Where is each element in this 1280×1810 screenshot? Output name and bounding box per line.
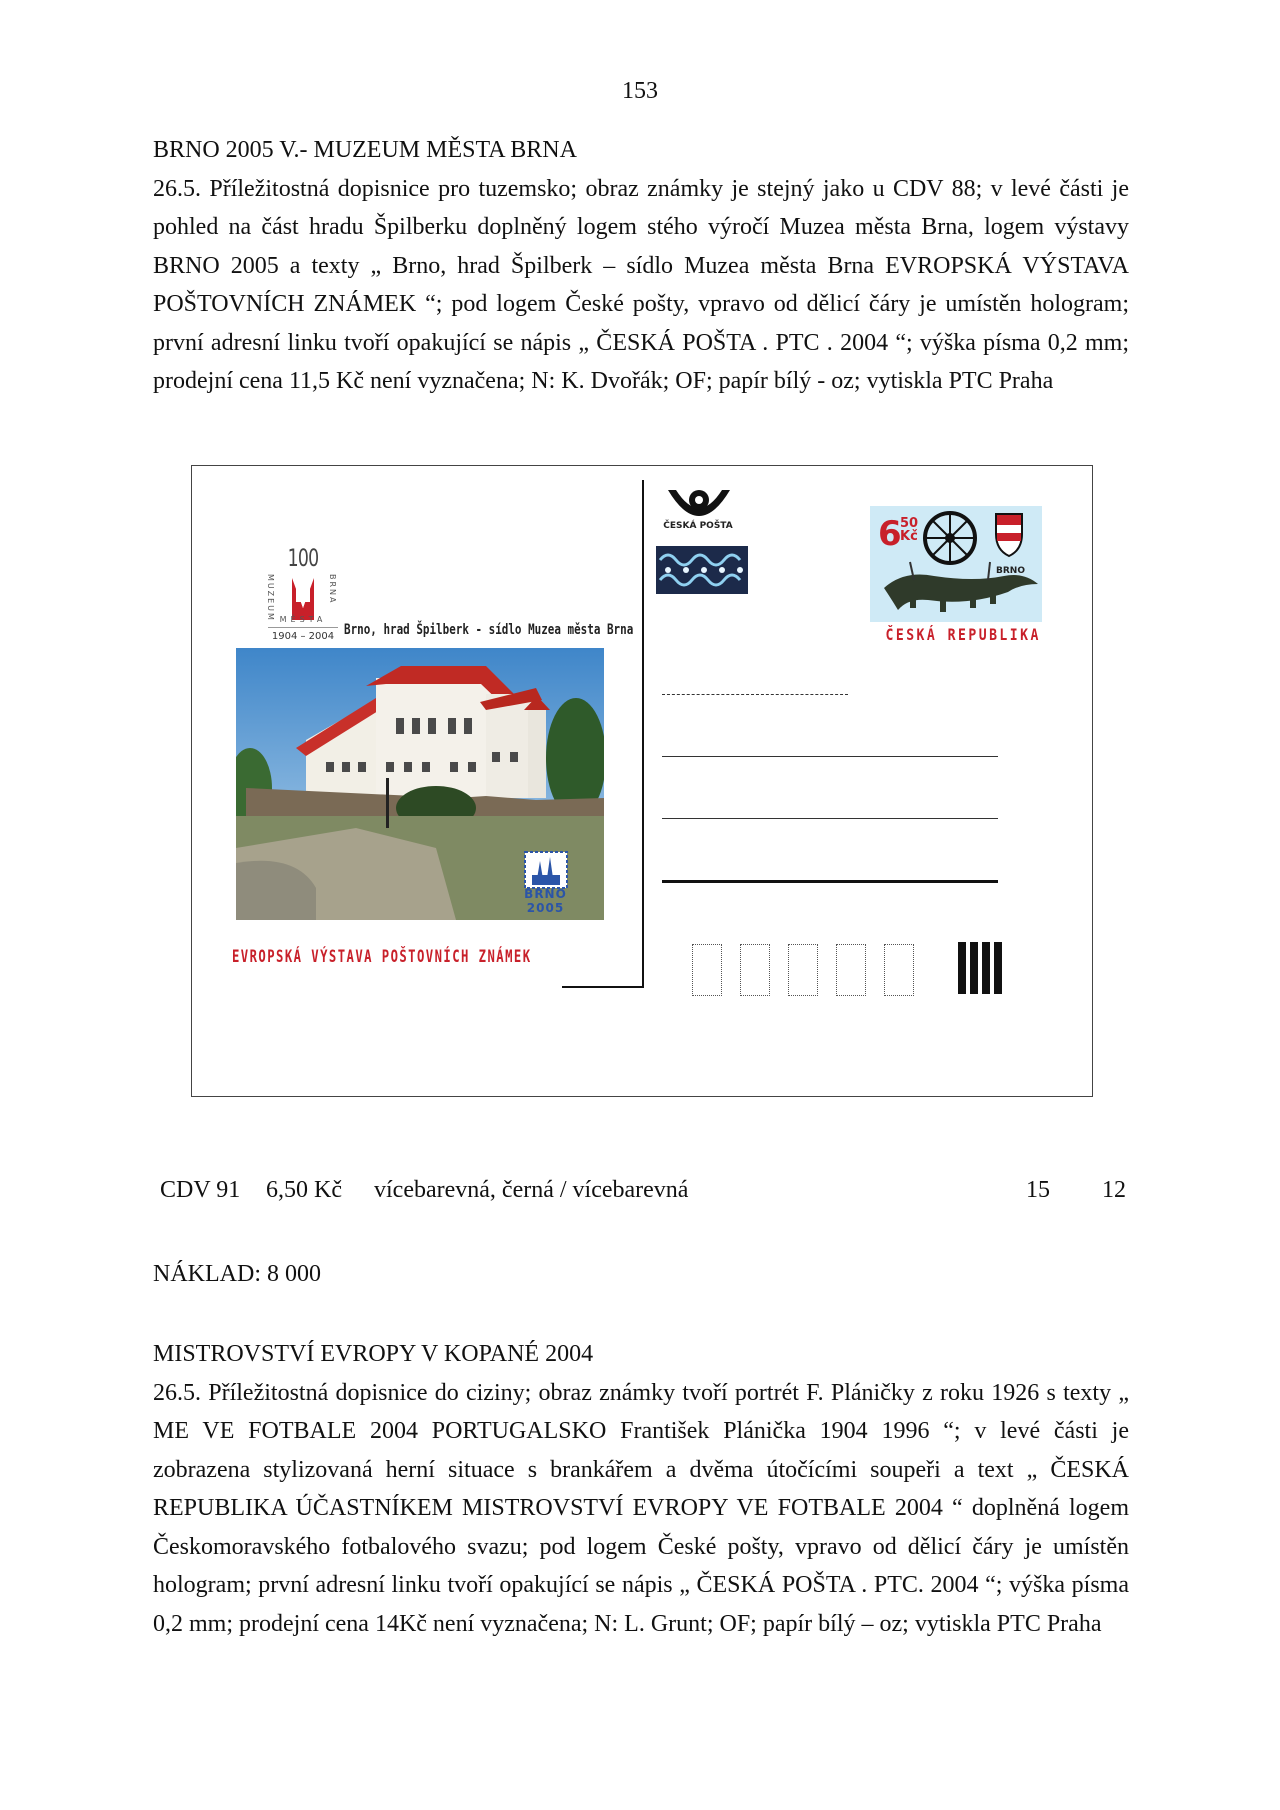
address-line [662, 880, 998, 883]
section-heading: BRNO 2005 V.- MUZEUM MĚSTA BRNA [153, 137, 577, 163]
museum-anniversary-logo [268, 544, 338, 648]
hologram-icon [656, 546, 748, 594]
spilberk-castle-photo [236, 648, 604, 920]
postal-code-box [692, 944, 722, 996]
postal-code-box [788, 944, 818, 996]
sorting-bar [958, 942, 966, 994]
sorting-bar [982, 942, 990, 994]
page-number: 153 [622, 78, 658, 104]
sorting-bar [994, 942, 1002, 994]
section-heading: MISTROVSTVÍ EVROPY V KOPANÉ 2004 [153, 1341, 594, 1367]
sorting-bar [970, 942, 978, 994]
section-brno-2005 [153, 131, 1129, 401]
postal-code-box [740, 944, 770, 996]
catalog-colors: vícebarevná, černá / vícebarevná [374, 1177, 689, 1203]
stamp-city: BRNO [996, 566, 1025, 576]
section-euro-2004 [153, 1335, 1129, 1643]
ceska-posta-label: ČESKÁ POŠTA [663, 521, 733, 531]
stamp-country: ČESKÁ REPUBLIKA [885, 625, 1041, 644]
cathedral-spires-icon [524, 851, 568, 889]
section-paragraph: 26.5. Příležitostná dopisnice pro tuzemsko; obraz známky je stejný jako u CDV 88; v levé části je pohled na část hradu Špilberku doplněný logem stého výročí Muzea města Brna, logem výstavy BRNO 2005 a texty „ Brno, hrad Špilberk – sídlo Muzea města Brna EVROPSKÁ VÝSTAVA POŠTOVNÍCH ZNÁMEK “; pod logem České pošty, vpravo od dělicí čáry je umístěn hologram; první adresní linku tvoří opakující se nápis „ ČESKÁ POŠTA . PTC . 2004 “; výška písma 0,2 mm; prodejní cena 11,5 Kč není vyznačena; N: K. Dvořák; OF; papír bílý - oz; vytiskla PTC Praha [153, 175, 1129, 394]
catalog-value: 6,50 Kč [266, 1177, 342, 1203]
catalog-price-used: 12 [1102, 1177, 1126, 1203]
catalog-entry [160, 1177, 1130, 1207]
catalog-code: CDV 91 [160, 1177, 241, 1203]
logo-years: 1904 – 2004 [268, 627, 338, 642]
edition-line: NÁKLAD: 8 000 [153, 1261, 321, 1287]
brno-2005-expo-logo [508, 851, 583, 914]
catalog-price-mint: 15 [1026, 1177, 1050, 1203]
stamp-value-unit: Kč [900, 529, 918, 544]
castle-caption: Brno, hrad Špilberk - sídlo Muzea města Brna [344, 622, 634, 638]
card-divider-vertical [642, 480, 644, 988]
postage-stamp [870, 506, 1042, 622]
stamp-value-main: 6 [878, 514, 902, 554]
stamp-value-sup: 50 [900, 516, 919, 531]
logo-100-let-text: 100 [287, 544, 319, 572]
address-line-microtext [662, 694, 848, 695]
address-line [662, 756, 998, 757]
wheel-dragon-illustration-icon [870, 506, 1042, 622]
brno-2005-text: BRNO 2005 [524, 887, 567, 915]
logo-middle-text: MĚSTA [279, 615, 327, 624]
postal-code-box [884, 944, 914, 996]
logo-side-left: MUZEUM [266, 574, 275, 622]
postal-code-box [836, 944, 866, 996]
address-line [662, 818, 998, 819]
card-divider-horizontal [562, 986, 644, 988]
postcard-image [191, 465, 1093, 1097]
expo-title-text: EVROPSKÁ VÝSTAVA POŠTOVNÍCH ZNÁMEK [232, 947, 532, 967]
logo-side-right: BRNA [328, 574, 337, 605]
section-paragraph: 26.5. Příležitostná dopisnice do ciziny; obraz známky tvoří portrét F. Pláničky z roku 1926 s texty „ ME VE FOTBALE 2004 PORTUGALSKO František Plánička 1904 1996 “; v levé části je zobrazena stylizovaná herní situace s brankářem a dvěma útočícími soupeři a text „ ČESKÁ REPUBLIKA ÚČASTNÍKEM MISTROVSTVÍ EVROPY VE FOTBALE 2004 “ doplněná logem Českomoravského fotbalového svazu; pod logem České pošty, vpravo od dělicí čáry je umístěn hologram; první adresní linku tvoří opakující se nápis „ ČESKÁ POŠTA . PTC. 2004 “; výška písma 0,2 mm; prodejní cena 14Kč není vyznačena; N: L. Grunt; OF; papír bílý – oz; vytiskla PTC Praha [153, 1379, 1129, 1637]
